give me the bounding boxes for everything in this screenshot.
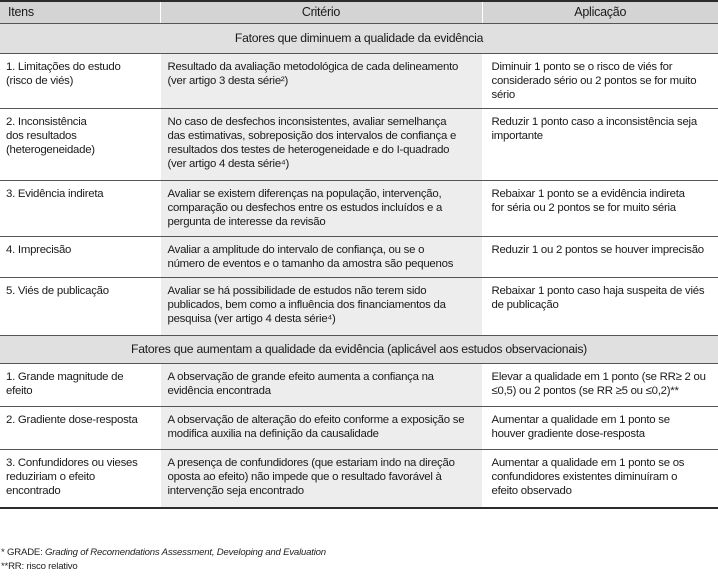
section-title-increase: Fatores que aumentam a qualidade da evidência (aplicável aos estudos observacionais) [0, 335, 718, 363]
aplicacao-cell: Aumentar a qualidade em 1 ponto se houver gradiente dose-resposta [482, 406, 718, 449]
criterio-cell: Resultado da avaliação metodológica de cada delineamento (ver artigo 3 desta série²) [160, 53, 482, 108]
table-row [0, 363, 718, 406]
table-row [0, 108, 718, 180]
criterio-cell: A presença de confundidores (que estariam indo na direção oposta ao efeito) não impede que o resultado favorável à intervenção seja encontrado [160, 449, 482, 508]
section-title-decrease: Fatores que diminuem a qualidade da evidência [0, 23, 718, 53]
header-items: Itens [0, 1, 160, 23]
table-row [0, 53, 718, 108]
item-cell: 5. Viés de publicação [0, 277, 160, 335]
criterio-cell: A observação de alteração do efeito conforme a exposição se modifica auxilia na definição da causalidade [160, 406, 482, 449]
criterio-cell: Avaliar a amplitude do intervalo de confiança, ou se o número de eventos e o tamanho da amostra são pequenos [160, 236, 482, 277]
table-header-row [0, 1, 718, 23]
table-row [0, 277, 718, 335]
item-cell: 4. Imprecisão [0, 236, 160, 277]
aplicacao-cell: Aumentar a qualidade em 1 ponto se os confundidores existentes diminuíram o efeito observado [482, 449, 718, 508]
section-row-decrease [0, 23, 718, 53]
footnote-grade-label: * GRADE: [1, 547, 46, 558]
item-cell: 2. Inconsistência dos resultados (heterogeneidade) [0, 108, 160, 180]
table-row [0, 406, 718, 449]
item-cell: 3. Evidência indireta [0, 180, 160, 236]
criterio-cell: A observação de grande efeito aumenta a confiança na evidência encontrada [160, 363, 482, 406]
aplicacao-cell: Reduzir 1 ou 2 pontos se houver imprecisão [482, 236, 718, 277]
aplicacao-cell: Elevar a qualidade em 1 ponto (se RR≥ 2 ou ≤0,5) ou 2 pontos (se RR ≥5 ou ≤0,2)** [482, 363, 718, 406]
criterio-cell: Avaliar se há possibilidade de estudos não terem sido publicados, bem como a influência dos financiamentos da pesquisa (ver artigo 4 desta série⁴) [160, 277, 482, 335]
item-cell: 3. Confundidores ou vieses reduziriam o efeito encontrado [0, 449, 160, 508]
table-row [0, 180, 718, 236]
header-aplicacao: Aplicação [482, 1, 718, 23]
footnotes [1, 546, 326, 574]
footnote-rr: **RR: risco relativo [1, 561, 78, 572]
aplicacao-cell: Diminuir 1 ponto se o risco de viés for considerado sério ou 2 pontos se for muito sério [482, 53, 718, 108]
item-cell: 1. Grande magnitude de efeito [0, 363, 160, 406]
footnote-grade-text: Grading of Recomendations Assessment, Developing and Evaluation [45, 547, 326, 558]
aplicacao-cell: Rebaixar 1 ponto caso haja suspeita de viés de publicação [482, 277, 718, 335]
aplicacao-cell: Rebaixar 1 ponto se a evidência indireta for séria ou 2 pontos se for muito séria [482, 180, 718, 236]
aplicacao-cell: Reduzir 1 ponto caso a inconsistência seja importante [482, 108, 718, 180]
item-cell: 2. Gradiente dose-resposta [0, 406, 160, 449]
criterio-cell: No caso de desfechos inconsistentes, avaliar semelhança das estimativas, sobreposição dos intervalos de confiança e resultados dos testes de heterogeneidade e do I-quadrado (ver artigo 4 desta série⁴) [160, 108, 482, 180]
footnote-grade [1, 546, 326, 560]
table-row [0, 449, 718, 508]
table-row [0, 236, 718, 277]
item-cell: 1. Limitações do estudo (risco de viés) [0, 53, 160, 108]
section-row-increase [0, 335, 718, 363]
header-criterio: Critério [160, 1, 482, 23]
criterio-cell: Avaliar se existem diferenças na população, intervenção, comparação ou desfechos entre os estudos incluídos e a pergunta de interesse da revisão [160, 180, 482, 236]
